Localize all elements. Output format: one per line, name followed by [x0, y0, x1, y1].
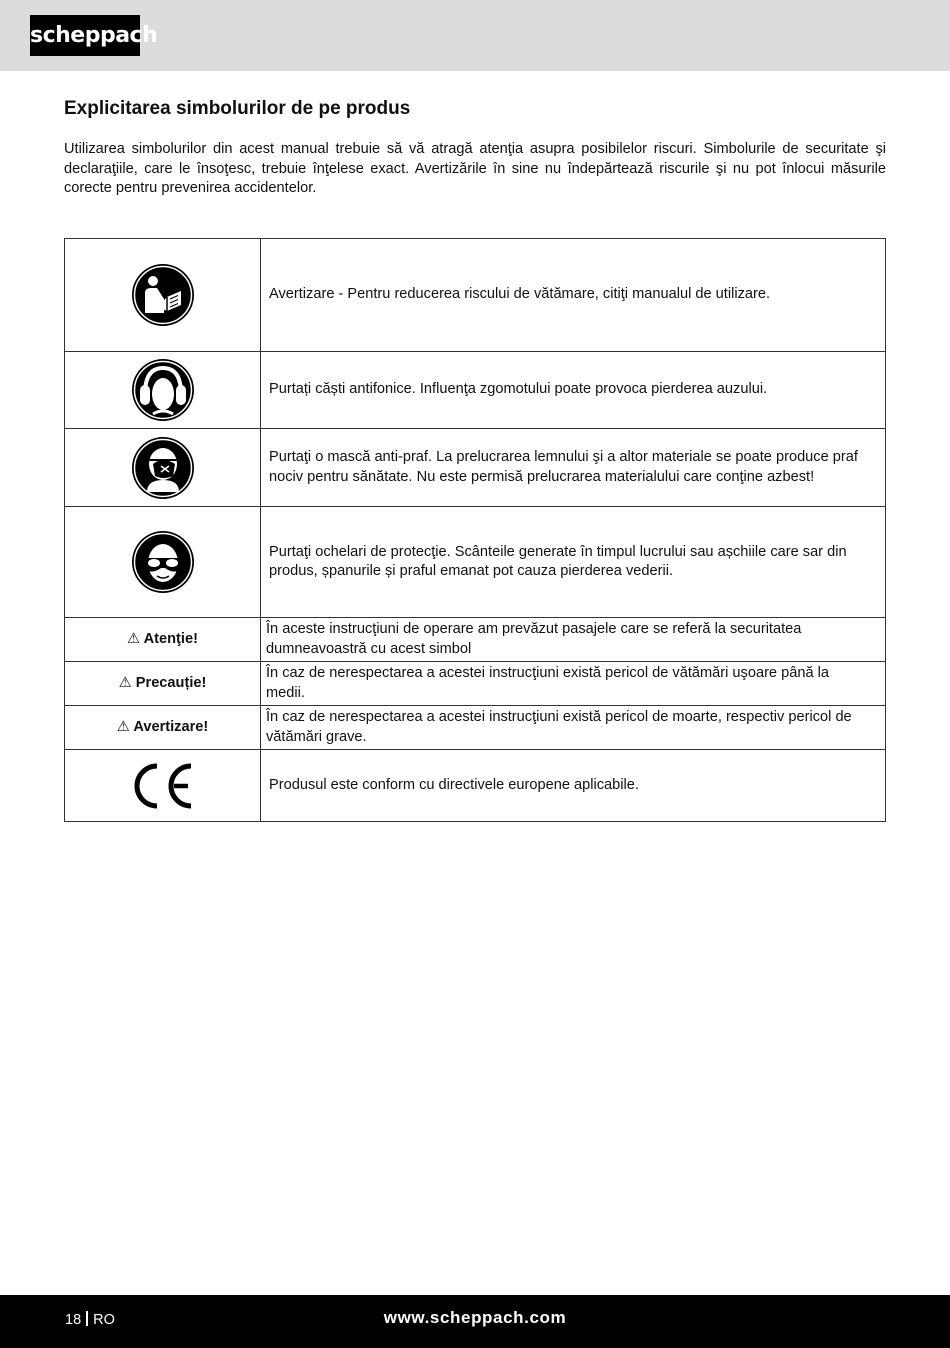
symbol-row-dust-mask: [65, 429, 886, 507]
symbol-row-ear-protection: [65, 352, 886, 429]
read-manual-icon: [65, 263, 260, 327]
footer-band: [0, 1295, 950, 1348]
ce-row: [65, 750, 886, 822]
symbols-table: [64, 238, 886, 822]
danger-label: ⚠ Avertizare!: [116, 718, 209, 735]
scheppach-logo: scheppach: [30, 15, 140, 56]
page-title: Explicitarea simbolurilor de pe produs: [64, 98, 411, 119]
symbol-description: Avertizare - Pentru reducerea riscului de vătămare, citiţi manualul de utilizare.: [269, 286, 771, 303]
symbol-description: Purtați căști antifonice. Influenţa zgomotului poate provoca pierderea auzului.: [269, 381, 768, 398]
ce-description: Produsul este conform cu directivele europene aplicabile.: [269, 776, 639, 793]
dust-mask-icon: [65, 436, 260, 500]
eye-protection-icon: [65, 530, 260, 594]
symbol-description: Purtaţi o mască anti-praf. La prelucrarea lemnului şi a altor materiale se poate produce praf nociv pentru sănătate. Nu este permisă prelucrarea materialului care conţine azbest!: [269, 449, 858, 485]
warning-description: În aceste instrucţiuni de operare am prevăzut pasajele care se referă la securitatea dumneavoastră cu acest simbol: [266, 621, 802, 657]
warning-description: În caz de nerespectarea a acestei instrucţiuni există pericol de moarte, respectiv pericol de vătămări grave.: [266, 709, 852, 745]
warning-row-attention: [65, 618, 886, 662]
symbol-description: Purtaţi ochelari de protecţie. Scânteile generate în timpul lucrului sau așchiile care sar din produs, șpanurile și praful emanat pot cauza pierderea vederii.: [269, 543, 847, 579]
warning-description: În caz de nerespectarea a acestei instrucţiuni există pericol de vătămări uşoare până la medii.: [266, 665, 829, 701]
caution-label: ⚠ Precauție!: [118, 674, 207, 691]
ear-protection-icon: [65, 358, 260, 422]
intro-paragraph: Utilizarea simbolurilor din acest manual trebuie să vă atragă atenţia asupra posibilelor riscuri. Simbolurile de securitate şi declaraţiile, care le însoţesc, trebuie înţelese exact. Avertizările în sine nu îndepărtează riscurile şi nu pot înlocui măsurile corecte pentru prevenirea accidentelor.: [64, 141, 886, 196]
header-band: [0, 0, 950, 71]
warning-row-caution: [65, 662, 886, 706]
language-code: RO: [93, 1312, 115, 1328]
ce-mark-icon: [65, 762, 260, 810]
website-link[interactable]: www.scheppach.com: [383, 1308, 567, 1327]
symbol-row-read-manual: [65, 239, 886, 352]
warning-row-danger: [65, 706, 886, 750]
symbol-row-eye-protection: [65, 507, 886, 618]
attention-label: ⚠ Atenţie!: [127, 630, 198, 647]
page-number-value: 18: [65, 1312, 82, 1328]
